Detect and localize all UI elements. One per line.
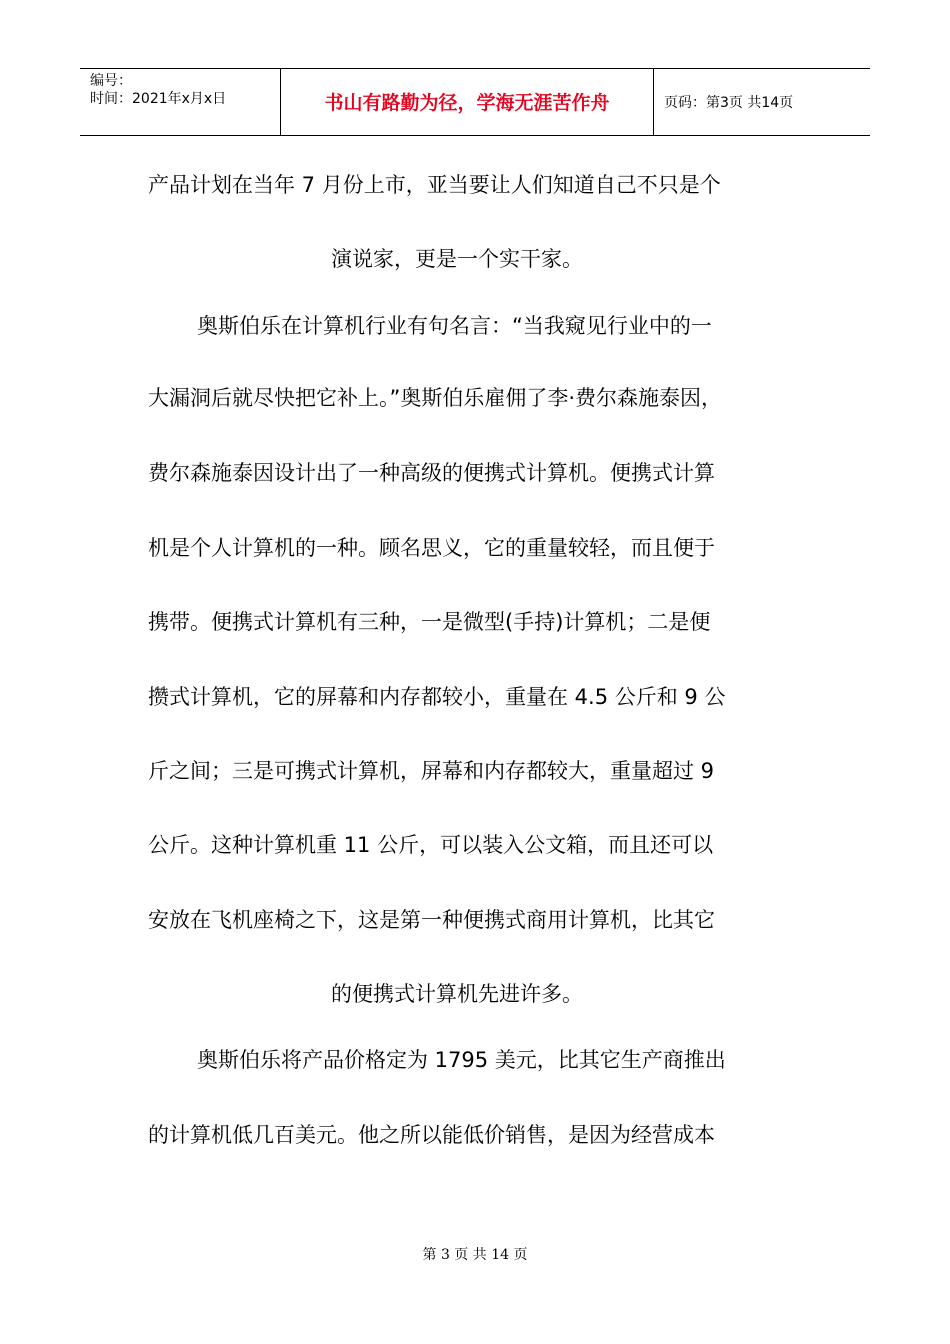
body-line-11: 安放在飞机座椅之下，这是第一种便携式商用计算机，比其它 bbox=[148, 908, 715, 932]
page-footer: 第 3 页 共 14 页 bbox=[422, 1247, 528, 1263]
body-line-13: 奥斯伯乐将产品价格定为 1795 美元，比其它生产商推出 bbox=[197, 1048, 726, 1072]
body-line-3: 奥斯伯乐在计算机行业有句名言：“当我窥见行业中的一 bbox=[197, 314, 712, 338]
header-page-cell bbox=[654, 69, 870, 135]
document-time-label: 时间：2021年x月x日 bbox=[90, 91, 227, 107]
body-line-8: 攒式计算机，它的屏幕和内存都较小，重量在 4.5 公斤和 9 公 bbox=[148, 685, 726, 709]
header-motto: 书山有路勤为径，学海无涯苦作舟 bbox=[324, 92, 610, 114]
document-header bbox=[80, 68, 870, 136]
document-number-label: 编号： bbox=[90, 73, 132, 89]
body-line-6: 机是个人计算机的一种。顾名思义，它的重量较轻，而且便于 bbox=[148, 536, 715, 560]
header-page-info: 页码：第3页 共14页 bbox=[664, 95, 794, 111]
body-line-12: 的便携式计算机先进许多。 bbox=[331, 982, 583, 1006]
body-line-9: 斤之间；三是可携式计算机，屏幕和内存都较大，重量超过 9 bbox=[148, 759, 715, 783]
body-line-14: 的计算机低几百美元。他之所以能低价销售，是因为经营成本 bbox=[148, 1123, 715, 1147]
body-line-5: 费尔森施泰因设计出了一种高级的便携式计算机。便携式计算 bbox=[148, 461, 715, 485]
body-line-7: 携带。便携式计算机有三种，一是微型(手持)计算机；二是便 bbox=[148, 610, 711, 634]
body-line-4: 大漏洞后就尽快把它补上。”奥斯伯乐雇佣了李·费尔森施泰因， bbox=[148, 386, 723, 410]
header-meta-cell bbox=[80, 69, 281, 135]
header-motto-cell bbox=[281, 69, 654, 135]
body-line-2: 演说家，更是一个实干家。 bbox=[331, 247, 583, 271]
body-line-1: 产品计划在当年 7 月份上市，亚当要让人们知道自己不只是个 bbox=[148, 173, 721, 197]
body-line-10: 公斤。这种计算机重 11 公斤，可以装入公文箱，而且还可以 bbox=[148, 833, 714, 857]
